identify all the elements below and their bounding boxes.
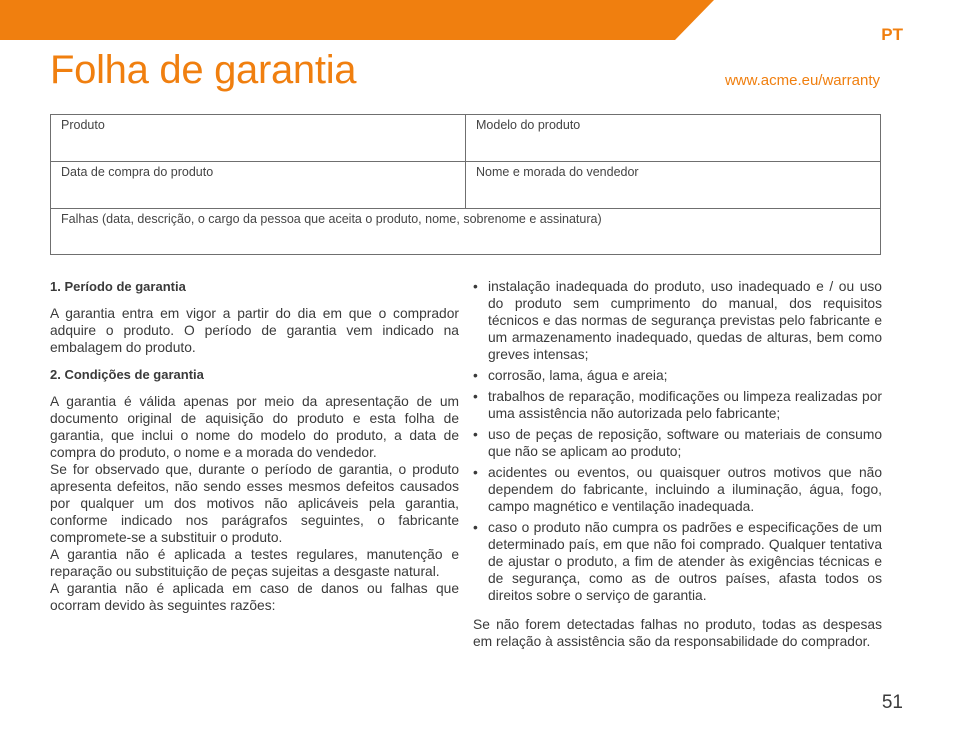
- list-item: • uso de peças de reposição, software ou materiais de consumo que não se aplicam ao produto;: [473, 427, 882, 459]
- product-field[interactable]: Produto: [61, 118, 105, 132]
- paragraph-conditions-document: A garantia é válida apenas por meio da apresentação de um documento original de aquisição do produto e esta folha de garantia, que inclui o nome do modelo do produto, a data de compra do produto, o nome e a morada do vendedor.: [50, 394, 459, 460]
- warranty-form-table: [50, 114, 881, 255]
- orange-header-banner: [0, 0, 954, 40]
- bullet-icon: •: [473, 279, 478, 294]
- right-column: [473, 278, 882, 650]
- paragraph-closing: Se não forem detectadas falhas no produto, todas as despesas em relação à assistência são da responsabilidade do comprador.: [473, 617, 882, 649]
- paragraph-warranty-period: A garantia entra em vigor a partir do dia em que o comprador adquire o produto. O período de garantia vem indicado na embalagem do produto.: [50, 306, 459, 355]
- bullet-icon: •: [473, 465, 478, 480]
- bullet-icon: •: [473, 520, 478, 535]
- list-item: • trabalhos de reparação, modificações ou limpeza realizadas por uma assistência não autorizada pelo fabricante;: [473, 389, 882, 421]
- bullet-icon: •: [473, 389, 478, 404]
- language-code: PT: [881, 25, 903, 44]
- form-row-product: [51, 115, 880, 162]
- faults-field[interactable]: Falhas (data, descrição, o cargo da pessoa que aceita o produto, nome, sobrenome e assinatura): [61, 212, 602, 226]
- purchase-date-field[interactable]: Data de compra do produto: [61, 165, 214, 179]
- bullet-icon: •: [473, 368, 478, 383]
- section-heading-warranty-period: 1. Período de garantia: [50, 279, 186, 294]
- paragraph-conditions-defects: Se for observado que, durante o período de garantia, o produto apresenta defeitos, não sendo esses mesmos defeitos causados por qualquer um dos motivos não aplicáveis pela garantia, conforme indicado nos parágrafos seguintes, o fabricante compromete-se a substituir o produto.: [50, 462, 459, 545]
- warranty-url-link[interactable]: www.acme.eu/warranty: [724, 72, 880, 89]
- model-field[interactable]: Modelo do produto: [465, 115, 880, 161]
- page-number: 51: [881, 692, 903, 713]
- exclusions-list: [473, 278, 882, 604]
- paragraph-conditions-exclusions: A garantia não é aplicada em caso de danos ou falhas que ocorram devido às seguintes razões:: [50, 581, 459, 613]
- list-item: • acidentes ou eventos, ou quaisquer outros motivos que não dependem do fabricante, incluindo a iluminação, água, fogo, campo magnético e ventilação inadequada.: [473, 465, 882, 514]
- form-row-faults: [51, 209, 880, 254]
- page-title: Folha de garantia: [50, 48, 357, 92]
- list-item: • instalação inadequada do produto, uso inadequado e / ou uso do produto sem cumprimento do manual, dos requisitos técnicos e das normas de segurança previstas pelo fabricante e um armazenamento inadequado, quedas de alturas, bem como greves intensas;: [473, 279, 882, 362]
- section-heading-warranty-conditions: 2. Condições de garantia: [50, 367, 204, 382]
- list-item: • caso o produto não cumpra os padrões e especificações de um determinado país, em que não foi comprado. Qualquer tentativa de ajustar o produto, a fim de atender às exigências técnicas e de segurança, como as de outros países, afasta todos os direitos sobre o serviço de garantia.: [473, 520, 882, 603]
- paragraph-conditions-wear: A garantia não é aplicada a testes regulares, manutenção e reparação ou substituição de peças sujeitas a desgaste natural.: [50, 547, 459, 579]
- bullet-icon: •: [473, 427, 478, 442]
- list-item: • corrosão, lama, água e areia;: [473, 368, 668, 383]
- form-row-purchase: [51, 162, 880, 209]
- seller-field[interactable]: Nome e morada do vendedor: [465, 162, 880, 208]
- left-column: [50, 278, 459, 614]
